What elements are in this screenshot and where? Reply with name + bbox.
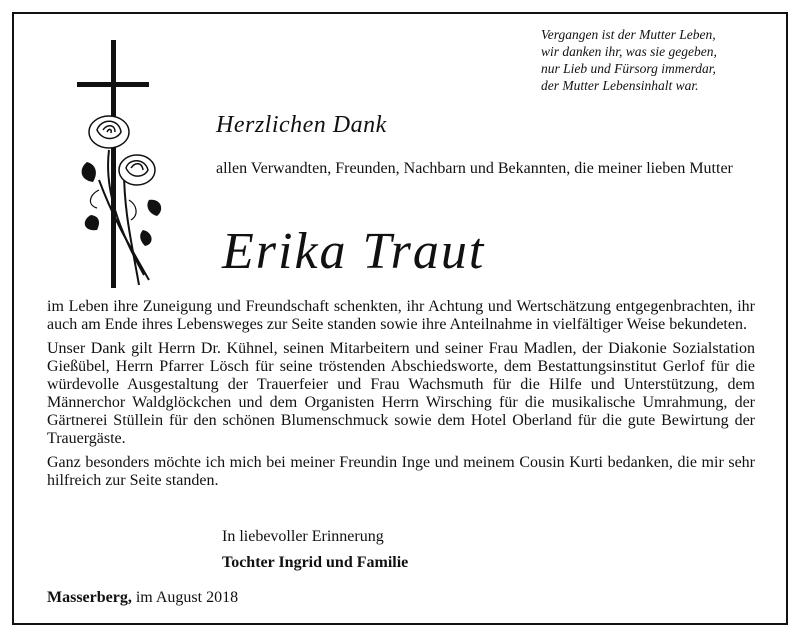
heading: Herzlichen Dank (216, 112, 387, 138)
paragraph: im Leben ihre Zuneigung und Freundschaft schenkten, ihr Achtung und Wertschätzung entgegenbrachten, ihr auch am Ende ihres Lebensweges zur Seite standen sowie ihre Anteilnahme in vielfältiger Weise bekundeten. (47, 298, 755, 333)
poem-line: Vergangen ist der Mutter Leben, (541, 27, 716, 42)
place-date (47, 589, 238, 607)
paragraph: Ganz besonders möchte ich mich bei meiner Freundin Inge und meinem Cousin Kurti bedanken, die mir sehr hilfreich zur Seite standen. (47, 454, 755, 489)
signature: Tochter Ingrid und Familie (222, 554, 409, 571)
body-text (47, 298, 755, 496)
poem-line: wir danken ihr, was sie gegeben, (541, 44, 717, 59)
obituary-card (12, 12, 788, 625)
date: im August 2018 (135, 589, 239, 606)
paragraph: Unser Dank gilt Herrn Dr. Kühnel, seinen Mitarbeitern und seiner Frau Madlen, der Diakonie Sozialstation Gießübel, Herrn Pfarrer Lösch für seine tröstenden Abschiedsworte, dem Bestattungsinstitut Gerlof für die würdevolle Ausgestaltung der Trauerfeier und Frau Wachsmuth für die Hilfe und Unterstützung, dem Männerchor Waldglöckchen und dem Organisten Herrn Wirsching für die musikalische Umrahmung, der Gärtnerei Stüllein für den schönen Blumenschmuck sowie dem Hotel Oberland für die gute Bewirtung der Trauergäste. (47, 340, 755, 447)
place: Masserberg, (47, 589, 132, 606)
closing-line: In liebevoller Erinnerung (222, 528, 384, 545)
poem-line: der Mutter Lebensinhalt war. (541, 78, 699, 93)
poem (541, 26, 761, 94)
intro-text: allen Verwandten, Freunden, Nachbarn und Bekannten, die meiner lieben Mutter (216, 160, 733, 177)
poem-line: nur Lieb und Fürsorg immerdar, (541, 61, 716, 76)
cross-with-roses-icon (69, 40, 169, 290)
deceased-name: Erika Traut (222, 223, 486, 280)
